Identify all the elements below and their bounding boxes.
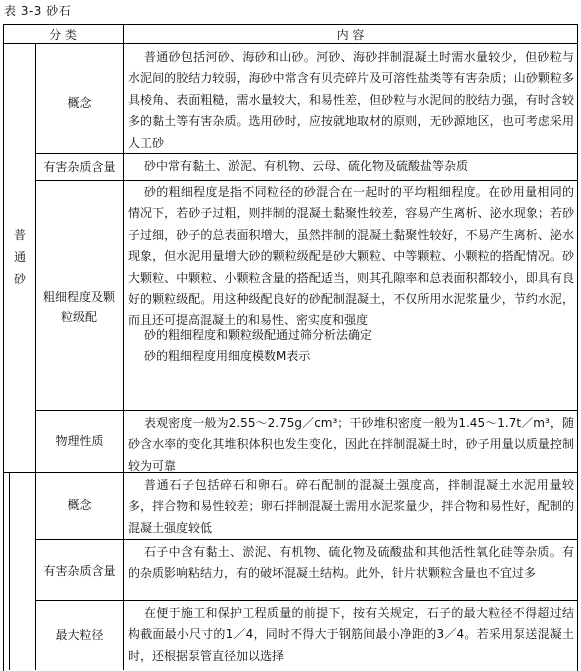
row-label-impurities: 有害杂质含量 [43, 160, 116, 174]
row-rule-5 [35, 600, 577, 601]
row-rule-3 [35, 410, 577, 411]
row2-content-concept: 普通石子包括碎石和卵石。碎石配制的混凝土强度高，拌制混凝土水泥用量较多，拌合物和易性较差；卵石拌制混凝土需用水泥浆量少，拌合物和易性好，配制的混凝土强度较低 [128, 478, 574, 535]
row-content-gradation: 砂的粗细程度是指不同粒径的砂混合在一起时的平均粗细程度。在砂用量相同的情况下，若砂子过粗，则拌制的混凝土黏聚性较差，容易产生离析、泌水现象；若砂子过细，砂子的总表面积增大，虽然拌制的混凝土黏聚性较好，不易产生离析、泌水现象，但水泥用量增大砂的颗粒级配是砂大颗粒、中等颗粒、小颗粒的搭配情况。砂大颗粒、中颗粒、小颗粒含量的搭配适当，则其孔隙率和总表面积都较小，即具有良好的颗粒级配。用这种级配良好的砂配制混凝土，不仅所用水泥浆量少，节约水泥，而且还可提高混凝土的和易性、密实度和强度 [128, 185, 574, 328]
row2-content-max-size: 在便于施工和保护工程质量的前提下，按有关规定，石子的最大粒径不得超过结构截面最小尺寸的1／4，同时不得大于钢筋间最小净距的3／4。若采用泵送混凝土时，还根据泵管直径加以选择 [128, 606, 574, 663]
row-label-physical: 物理性质 [55, 434, 104, 448]
header-content: 内 容 [336, 28, 365, 42]
row-content-gradation-modulus: 砂的粗细程度用细度模数M表示 [144, 349, 311, 363]
row2-content-impurities: 石子中含有黏土、淤泥、有机物、硫化物及硫酸盐和其他活性氧化硅等杂质。有的杂质影响粘结力，有的破坏混凝土结构。此外，针片状颗粒含量也不宜过多 [128, 545, 574, 581]
row-content-gradation-sieve: 砂的粗细程度和颗粒级配通过筛分析法确定 [144, 328, 373, 342]
header-bottom-rule [3, 43, 577, 44]
table-title: 表 3-3 砂石 [4, 4, 72, 18]
group-divider-2b [9, 472, 10, 670]
row2-label-max-size: 最大粒径 [55, 628, 104, 642]
row-label-gradation: 粗细程度及颗粒级配 [42, 290, 115, 324]
row-label-concept: 概念 [67, 96, 92, 110]
row2-label-impurities: 有害杂质含量 [43, 564, 116, 578]
col-divider [123, 24, 124, 670]
group-label: 普通砂 [13, 228, 26, 286]
header-category: 分 类 [49, 28, 77, 42]
row-rule-2 [35, 180, 577, 181]
row2-label-concept: 概念 [67, 498, 92, 512]
row-content-impurities: 砂中常有黏土、淤泥、有机物、云母、硫化物及硫酸盐等杂质 [144, 159, 469, 173]
row-content-physical: 表观密度一般为2.55～2.75g／cm³；干砂堆积密度一般为1.45～1.7t／m³，随砂含水率的变化其堆积体积也发生变化，因此在拌制混凝土时，砂子用量以质量控制较为可靠 [128, 416, 574, 473]
row-content-concept: 普通砂包括河砂、海砂和山砂。河砂、海砂拌制混凝土时需水量较少，但砂粒与水泥间的胶结力较弱，海砂中常含有贝壳碎片及可溶性盐类等有害杂质；山砂颗粒多具棱角、表面粗糙，需水量较大，和易性差，但砂粒与水泥间的胶结力强，有时含较多的黏土等有害杂质。选用砂时，应按就地取材的原则，无砂源地区，也可考虑采用人工砂 [128, 50, 574, 150]
